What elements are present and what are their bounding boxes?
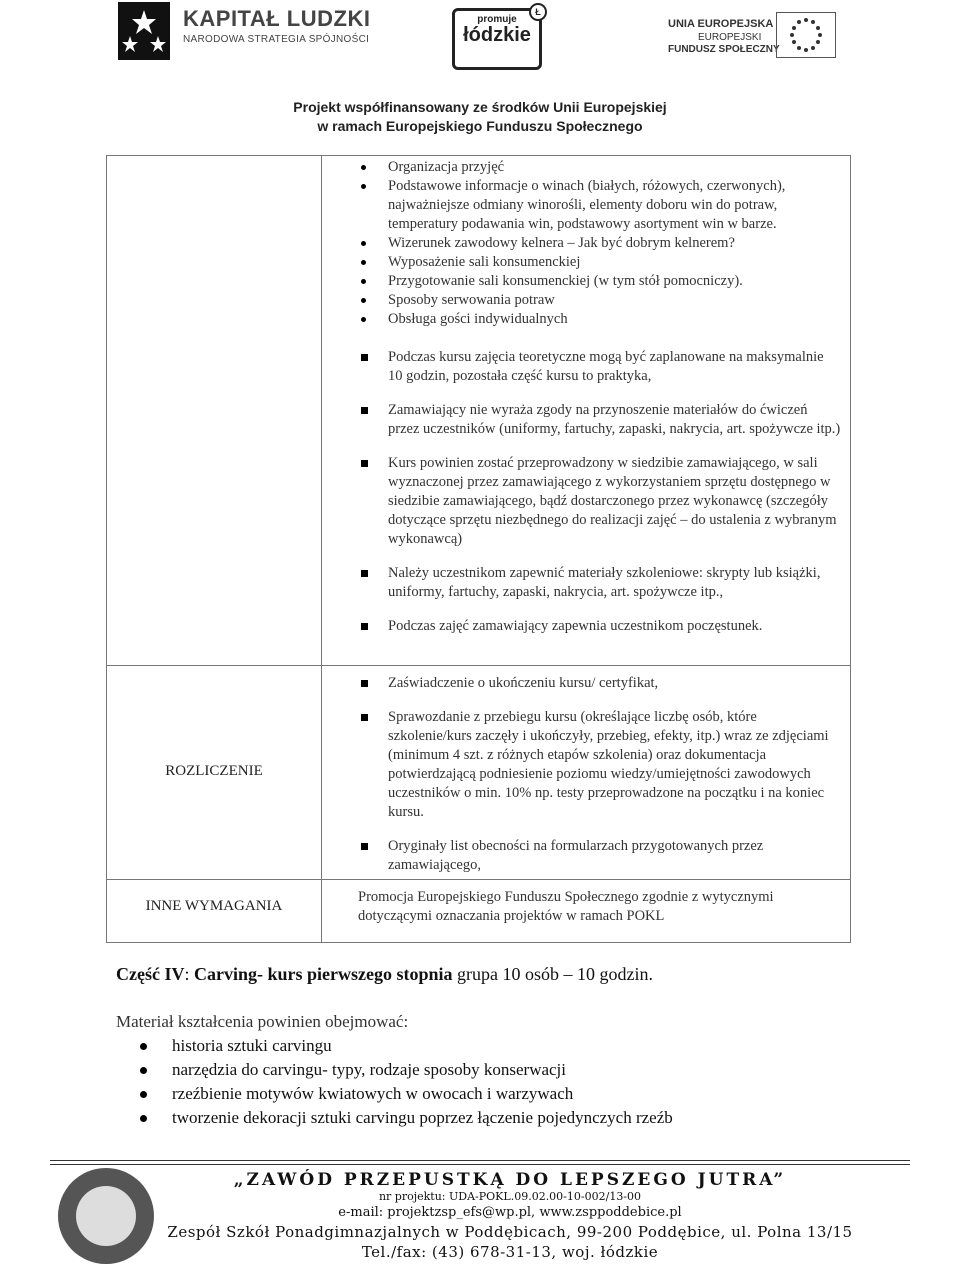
list-item: Przygotowanie sali konsumenckiej (w tym stół pomocniczy). (361, 272, 841, 291)
lodzkie-mark-icon: Ł (529, 3, 547, 21)
part-iv-colon: : (184, 964, 194, 984)
rozliczenie-label: ROZLICZENIE (165, 763, 263, 779)
project-line-1: Projekt współfinansowany ze środków Unii Europejskiej (293, 99, 667, 115)
inne-wymagania-label: INNE WYMAGANIA (145, 898, 283, 914)
list-item: Podczas kursu zajęcia teoretyczne mogą być zaplanowane na maksymalnie 10 godzin, pozostała część kursu to praktyka, (361, 348, 841, 386)
table-row-divider (107, 665, 850, 666)
material-intro: Materiał kształcenia powinien obejmować: (116, 1012, 409, 1031)
lodzkie-big-text: łódzkie (463, 24, 531, 46)
project-cofinancing-note (0, 98, 960, 136)
kapital-ludzki-title: KAPITAŁ LUDZKI (183, 6, 371, 31)
rozliczenie-cell (361, 674, 841, 890)
lodzkie-small-text: promuje (477, 14, 517, 25)
list-item: Organizacja przyjęć (361, 158, 841, 177)
part-iv-prefix: Część IV (116, 964, 185, 984)
program-topics-list (361, 158, 841, 329)
list-item: Podczas zajęć zamawiający zapewnia uczestnikom poczęstunek. (361, 617, 841, 636)
kapital-ludzki-emblem-icon (118, 2, 170, 60)
rozliczenie-list (361, 674, 841, 875)
list-item: rzeźbienie motywów kwiatowych w owocach i warzywach (140, 1082, 673, 1106)
list-item: Podstawowe informacje o winach (białych, różowych, czerwonych), najważniejsze odmiany winorośli, elementy doboru win do potraw, temperatury podawania win, podstawowy asortyment win w barze. (361, 177, 841, 234)
footer-phone: Tel./fax: (43) 678-31-13, woj. łódzkie (361, 1243, 659, 1261)
list-item: narzędzia do carvingu- typy, rodzaje sposoby konserwacji (140, 1058, 673, 1082)
eu-flag-icon (776, 12, 836, 58)
list-item: Należy uczestnikom zapewnić materiały szkoleniowe: skrypty lub książki, uniformy, fartuchy, zapaski, nakrycia, art. spożywcze itp., (361, 564, 841, 602)
kapital-ludzki-logo (183, 6, 370, 45)
list-item: Zamawiający nie wyraża zgody na przynoszenie materiałów do ćwiczeń przez uczestników (uniformy, fartuchy, zapaski, nakrycia, art. spożywcze itp.) (361, 401, 841, 439)
seal-center (76, 1186, 136, 1246)
ue-line-2: EUROPEJSKI (698, 32, 762, 43)
list-item: historia sztuki carvingu (140, 1034, 673, 1058)
project-line-2: w ramach Europejskiego Funduszu Społecznego (317, 118, 643, 134)
list-item: Oryginały list obecności na formularzach przygotowanych przez zamawiającego, (361, 837, 841, 875)
footer-project-number: nr projektu: UDA-POKL.09.02.00-10-002/13-00 (378, 1190, 642, 1203)
list-item: tworzenie dekoracji sztuki carvingu poprzez łączenie pojedynczych rzeźb (140, 1106, 673, 1130)
list-item: Zaświadczenie o ukończeniu kursu/ certyfikat, (361, 674, 841, 693)
header-logos (0, 0, 960, 92)
kapital-ludzki-subtitle: NARODOWA STRATEGIA SPÓJNOŚCI (183, 34, 370, 45)
ue-line-1: UNIA EUROPEJSKA (668, 18, 774, 30)
footer-slogan: „ZAWÓD PRZEPUSTKĄ DO LEPSZEGO JUTRA” (233, 1170, 787, 1190)
material-list (140, 1034, 673, 1130)
footer-contact: e-mail: projektzsp_efs@wp.pl, www.zsppoddebice.pl (338, 1205, 682, 1220)
part-iv-heading (116, 964, 653, 985)
school-seal-icon (58, 1168, 154, 1264)
footer-divider (50, 1160, 910, 1165)
list-item: Wyposażenie sali konsumenckiej (361, 253, 841, 272)
list-item: Sposoby serwowania potraw (361, 291, 841, 310)
list-item: Wizerunek zawodowy kelnera – Jak być dobrym kelnerem? (361, 234, 841, 253)
inne-wymagania-cell: Promocja Europejskiego Funduszu Społecznego zgodnie z wytycznymi dotyczącymi oznaczania projektów w ramach POKL (358, 889, 774, 924)
part-iv-group-info: grupa 10 osób – 10 godzin. (452, 964, 653, 984)
footer-school-address: Zespół Szkół Ponadgimnazjalnych w Poddębicach, 99-200 Poddębice, ul. Polna 13/15 (167, 1223, 853, 1241)
program-cell (361, 158, 841, 651)
part-iv-title: Carving- kurs pierwszego stopnia (194, 964, 453, 984)
table-column-divider (321, 156, 322, 942)
list-item: Kurs powinien zostać przeprowadzony w siedzibie zamawiającego, w sali wyznaczonej przez zamawiającego z wykorzystaniem sprzętu dostępnego w siedzibie zamawiającego, bądź dostarczonego przez wykonawcę (szczegóły dotyczące sprzętu niezbędnego do realizacji zajęć – do ustalenia z wybranym wykonawcą) (361, 454, 841, 549)
ue-efs-logo-text (668, 18, 780, 55)
footer (160, 1170, 860, 1262)
conditions-list (361, 348, 841, 636)
promuje-lodzkie-logo (452, 8, 542, 70)
ue-line-3: FUNDUSZ SPOŁECZNY (668, 44, 780, 55)
list-item: Obsługa gości indywidualnych (361, 310, 841, 329)
list-item: Sprawozdanie z przebiegu kursu (określające liczbę osób, które szkolenie/kurs zaczęły i ukończyły, przebieg, efekty, itp.) wraz ze zdjęciami (minimum 4 szt. z różnych etapów szkolenia) oraz dokumentacja potwierdzającą podniesienie poziomu wiedzy/umiejętności zawodowych uczestników o min. 10% np. testy przeprowadzone na początku i na koniec kursu. (361, 708, 841, 822)
